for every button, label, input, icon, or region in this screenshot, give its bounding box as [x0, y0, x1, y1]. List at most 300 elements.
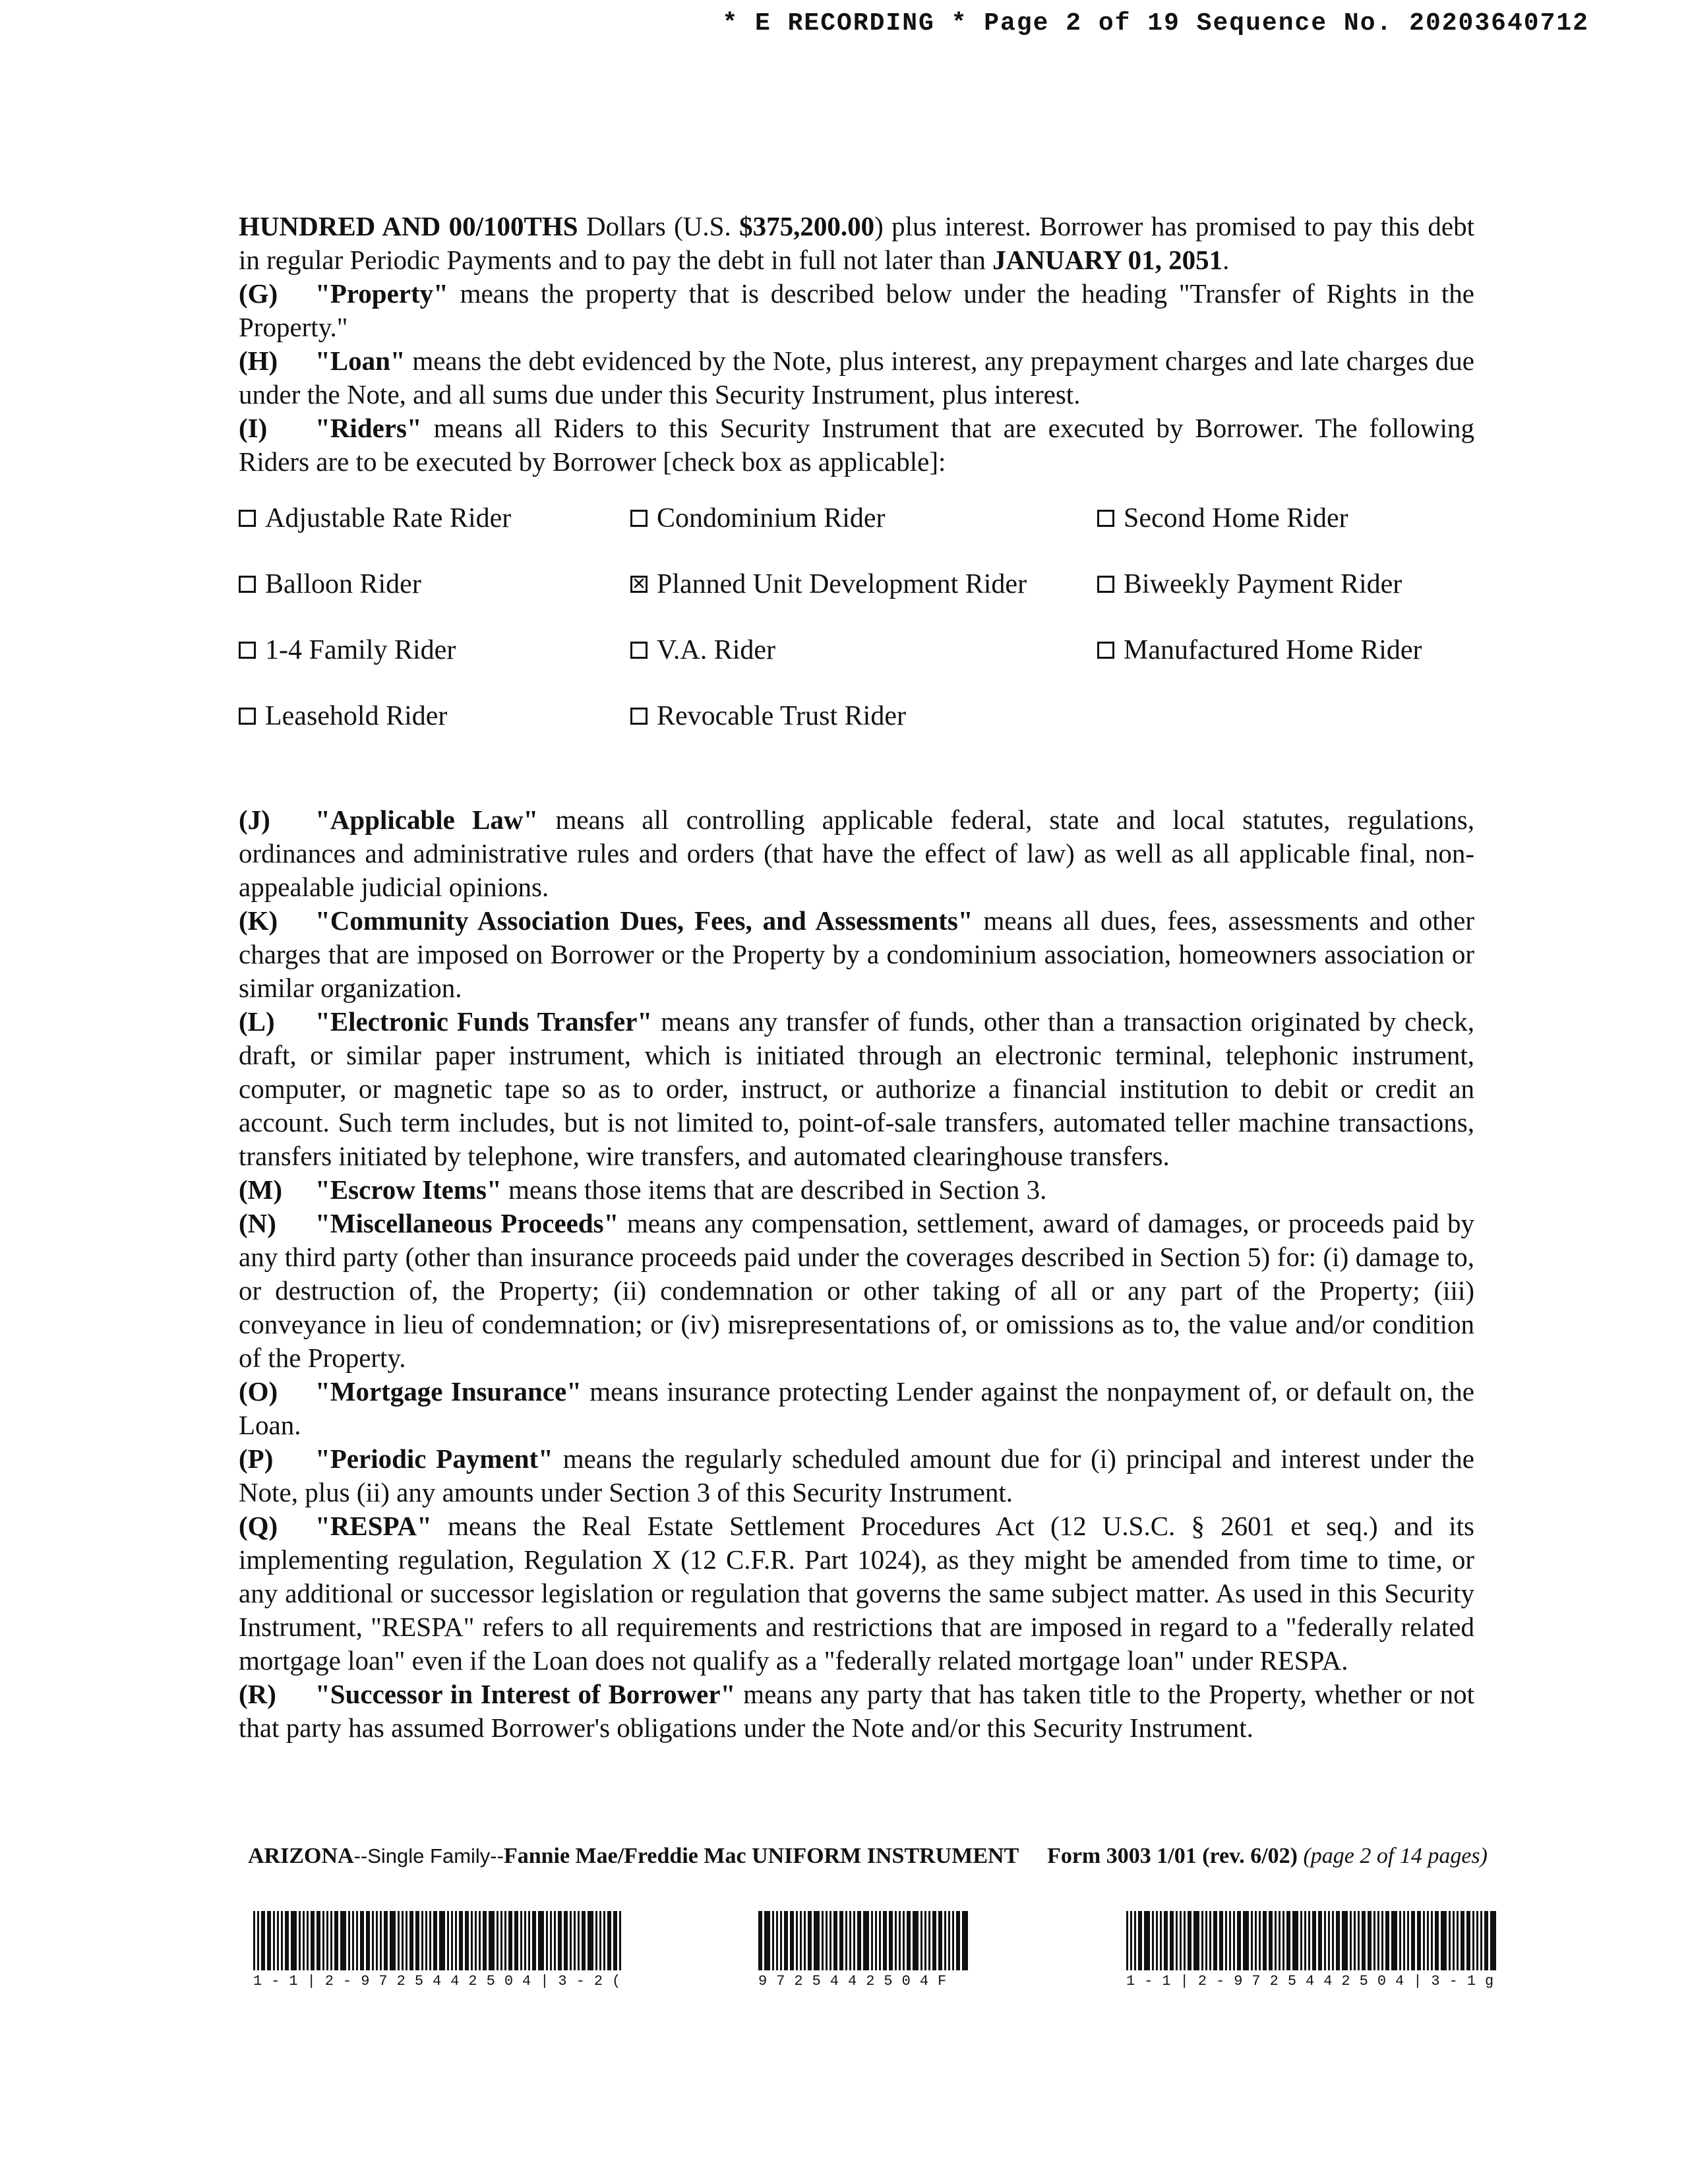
barcode-bar	[406, 1911, 407, 1970]
barcode-bar	[1391, 1911, 1397, 1970]
barcode-bar	[924, 1911, 926, 1970]
barcode-bar	[303, 1911, 305, 1970]
barcode-bar	[1399, 1911, 1401, 1970]
barcode-bar	[402, 1911, 404, 1970]
barcode-bar	[291, 1911, 297, 1970]
barcode-bar	[326, 1911, 328, 1970]
barcode-bar	[550, 1911, 552, 1970]
barcode-bars	[1126, 1911, 1503, 1970]
barcode-bar	[273, 1911, 275, 1970]
barcode-left	[253, 1911, 630, 1989]
definition-j	[239, 803, 1474, 904]
barcode-bar	[514, 1911, 518, 1970]
barcode-bar	[340, 1911, 346, 1970]
barcode-bar	[829, 1911, 831, 1970]
barcode-bar	[1476, 1911, 1478, 1970]
definition-letter: (I)	[239, 413, 268, 443]
definition-text: means insurance protecting Lender against the nonpayment of, or default on, the Loan.	[239, 1376, 1475, 1440]
footer-state: ARIZONA	[248, 1844, 354, 1868]
barcode-bar	[883, 1911, 887, 1970]
barcode-bar	[1472, 1911, 1474, 1970]
definition-term: "Successor in Interest of Borrower"	[315, 1679, 736, 1709]
amount-words: HUNDRED AND 00/100THS	[239, 211, 578, 241]
definition-letter: (K)	[239, 905, 278, 936]
definition-p	[239, 1442, 1474, 1509]
barcode-bar	[538, 1911, 544, 1970]
definition-term: "Applicable Law"	[315, 804, 539, 835]
definition-letter: (M)	[239, 1174, 283, 1205]
barcode-bar	[1286, 1911, 1290, 1970]
definition-term: "Community Association Dues, Fees, and Assessments"	[315, 905, 973, 936]
barcode-bar	[1188, 1911, 1191, 1970]
barcode-bar	[1457, 1911, 1459, 1970]
barcode-bar	[384, 1911, 388, 1970]
barcode-bar	[348, 1911, 350, 1970]
barcode-bar	[920, 1911, 922, 1970]
barcode-bar	[366, 1911, 370, 1970]
definition-letter: (O)	[239, 1376, 278, 1407]
barcode-bar	[1263, 1911, 1267, 1970]
barcode-bar	[1134, 1911, 1136, 1970]
barcode-bar	[595, 1911, 597, 1970]
barcode-bar	[849, 1911, 851, 1970]
barcode-bar	[281, 1911, 283, 1970]
maturity-date: JANUARY 01, 2051	[992, 245, 1223, 275]
barcode-bar	[1237, 1911, 1241, 1970]
barcode-bar	[962, 1911, 968, 1970]
rider-revocable-trust	[630, 700, 906, 732]
barcode-bar	[1312, 1911, 1316, 1970]
barcode-bar	[352, 1911, 354, 1970]
barcode-bar	[471, 1911, 473, 1970]
definition-term: "Mortgage Insurance"	[315, 1376, 582, 1407]
barcode-bar	[814, 1911, 820, 1970]
definition-text: means the Real Estate Settlement Procedures Act (12 U.S.C. § 2601 et seq.) and its implementing regulation, Regulation X (12 C.F.R. Part 1024), as they might be amended from time to time, or any additional or successor legislation or regulation that governs the same subject matter. As used in this Security Instrument, "RESPA" refers to all requirements and restrictions that are imposed in regard to a "federally related mortgage loan" even if the Loan does not qualify as a "federally related mortgage loan" under RESPA.	[239, 1511, 1474, 1676]
barcode-bar	[857, 1911, 861, 1970]
barcode-bar	[845, 1911, 847, 1970]
rider-label: V.A. Rider	[657, 635, 776, 665]
barcode-bar	[508, 1911, 512, 1970]
barcode-bar	[1243, 1911, 1249, 1970]
barcode-bar	[1184, 1911, 1186, 1970]
intro-text-1: Dollars (U.S.	[578, 211, 740, 241]
barcode-bar	[322, 1911, 324, 1970]
barcode-bar	[1480, 1911, 1482, 1970]
definition-text: means the property that is described below under the heading "Transfer of Rights in the Property."	[239, 278, 1474, 342]
definition-term: "Escrow Items"	[315, 1174, 502, 1205]
definition-text: means those items that are described in Section 3.	[501, 1174, 1047, 1205]
barcode-bar	[554, 1911, 556, 1970]
barcode-bar	[1342, 1911, 1348, 1970]
rider-adjustable-rate	[239, 502, 511, 534]
barcode-bar	[1160, 1911, 1162, 1970]
barcode-bar	[1368, 1911, 1372, 1970]
barcode-bar	[582, 1911, 586, 1970]
barcode-bar	[1381, 1911, 1383, 1970]
definition-text: means the debt evidenced by the Note, plus interest, any prepayment charges and late charges due under the Note, and all sums due under this Security Instrument, plus interest.	[239, 346, 1474, 410]
barcode-bar	[1164, 1911, 1168, 1970]
barcode-bar	[356, 1911, 358, 1970]
form-footer	[248, 1844, 1488, 1869]
barcode-bar	[574, 1911, 576, 1970]
definition-h	[239, 344, 1474, 411]
barcode-bar	[421, 1911, 423, 1970]
checkbox	[239, 708, 256, 725]
barcode-bar	[764, 1911, 770, 1970]
rider-label: Revocable Trust Rider	[657, 701, 906, 731]
barcode-bar	[1292, 1911, 1298, 1970]
definition-text: means any transfer of funds, other than a transaction originated by check, draft, or similar paper instrument, which is initiated through an electronic terminal, telephonic instrument, computer, or magnetic tape so as to order, instruct, or authorize a financial institution to debit or credit an account. Such term includes, but is not limited to, point-of-sale transfers, automated teller machine transactions, transfers initiated by telephone, wire transfers, and automated clearinghouse transfers.	[239, 1006, 1474, 1171]
checkbox-checked: ✕	[630, 576, 648, 593]
definition-term: "Miscellaneous Proceeds"	[315, 1208, 619, 1238]
barcode-bar	[780, 1911, 782, 1970]
rider-planned-unit-development	[630, 568, 1027, 600]
rider-1-4-family	[239, 634, 456, 666]
checkbox	[1097, 576, 1114, 593]
rider-label: Biweekly Payment Rider	[1124, 569, 1402, 599]
barcode-bar	[826, 1911, 828, 1970]
definition-text: means all dues, fees, assessments and other charges that are imposed on Borrower or the Property by a condominium association, homeowners association or similar organization.	[239, 905, 1474, 1003]
barcode-bar	[570, 1911, 572, 1970]
barcode-label: 1-1|2-9725442504|3-1g	[1126, 1973, 1503, 1989]
barcode-bar	[1300, 1911, 1302, 1970]
barcode-bar	[475, 1911, 477, 1970]
barcode-bar	[1324, 1911, 1326, 1970]
barcode-bar	[1156, 1911, 1158, 1970]
definition-letter: (P)	[239, 1443, 274, 1474]
barcode-bar	[451, 1911, 453, 1970]
rider-va	[630, 634, 775, 666]
barcode-bar	[504, 1911, 506, 1970]
barcode-bar	[1336, 1911, 1340, 1970]
definition-term: "Electronic Funds Transfer"	[315, 1006, 653, 1037]
barcode-bar	[938, 1911, 942, 1970]
barcode-bar	[578, 1911, 580, 1970]
barcode-bar	[1354, 1911, 1356, 1970]
definition-text: means any compensation, settlement, award of damages, or proceeds paid by any third party (other than insurance proceeds paid under the coverages described in Section 5) for: (i) damage to, or destruction of, the Property; (ii) condemnation or other taking of all or any part of the Property; (iii) conveyance in lieu of condemnation; or (iv) misrepresentations of, or omissions as to, the value and/or condition of the Property.	[239, 1208, 1474, 1373]
barcode-bar	[1201, 1911, 1203, 1970]
rider-leasehold	[239, 700, 447, 732]
barcode-bar	[800, 1911, 802, 1970]
barcode-bar	[599, 1911, 601, 1970]
definition-text: means any party that has taken title to the Property, whether or not that party has assumed Borrower's obligations under the Note and/or this Security Instrument.	[239, 1679, 1474, 1743]
barcode-bars	[253, 1911, 630, 1970]
rider-label: Adjustable Rate Rider	[265, 503, 512, 533]
barcode-bar	[1275, 1911, 1277, 1970]
barcode-bar	[459, 1911, 463, 1970]
loan-amount: $375,200.00	[739, 211, 875, 241]
barcode-bar	[285, 1911, 289, 1970]
definition-g	[239, 277, 1474, 344]
rider-label: Planned Unit Development Rider	[657, 569, 1027, 599]
footer-form: Form 3003 1/01 (rev. 6/02)	[1047, 1844, 1298, 1868]
barcode-bar	[932, 1911, 936, 1970]
form-title	[248, 1844, 1019, 1869]
barcode-bar	[619, 1911, 621, 1970]
barcode-bar	[895, 1911, 897, 1970]
barcode-bar	[299, 1911, 301, 1970]
barcode-bar	[465, 1911, 469, 1970]
barcode-bar	[1233, 1911, 1235, 1970]
barcode-bar	[376, 1911, 378, 1970]
barcode-bar	[429, 1911, 431, 1970]
riders-checklist	[239, 502, 1492, 753]
barcode-bars	[758, 1911, 970, 1970]
barcode-bar	[1423, 1911, 1425, 1970]
barcode-bar	[267, 1911, 271, 1970]
definition-l	[239, 1005, 1474, 1173]
barcode-bar	[425, 1911, 427, 1970]
recording-header: * E RECORDING * Page 2 of 19 Sequence No. 20203640712	[722, 9, 1589, 38]
checkbox	[239, 642, 256, 659]
barcode-bar	[372, 1911, 374, 1970]
barcode-bar	[1449, 1911, 1451, 1970]
barcode-bar	[439, 1911, 445, 1970]
barcode-bar	[607, 1911, 611, 1970]
rider-biweekly-payment	[1097, 568, 1402, 600]
barcode-bar	[1373, 1911, 1375, 1970]
definition-letter: (J)	[239, 804, 270, 835]
footer-family: --Single Family--	[353, 1844, 504, 1867]
checkbox	[1097, 510, 1114, 527]
definition-text: means all controlling applicable federal, state and local statutes, regulations, ordinances and administrative rules and orders (that have the effect of law) as well as all applicable final, non-appealable judicial opinions.	[239, 804, 1474, 902]
barcode-bar	[863, 1911, 869, 1970]
rider-second-home	[1097, 502, 1348, 534]
barcode-bar	[1431, 1911, 1433, 1970]
barcode-label: 9725442504F	[758, 1973, 956, 1989]
barcode-bar	[311, 1911, 315, 1970]
barcode-bar	[790, 1911, 794, 1970]
barcode-bar	[360, 1911, 364, 1970]
barcode-bar	[889, 1911, 893, 1970]
barcode-bar	[1282, 1911, 1284, 1970]
definition-term: "Riders"	[315, 413, 422, 443]
intro-text-2: ) plus interest. Borrower has promised to pay this debt in regular Periodic Payments and to pay the debt in full not later than	[239, 211, 1475, 275]
barcode-bar	[479, 1911, 481, 1970]
barcode-bar	[1377, 1911, 1379, 1970]
footer-pages: (page 2 of 14 pages)	[1303, 1844, 1488, 1868]
barcode-bar	[1358, 1911, 1360, 1970]
barcode-bar	[455, 1911, 457, 1970]
barcode-bar	[1219, 1911, 1223, 1970]
definition-q	[239, 1509, 1474, 1678]
barcode-bar	[532, 1911, 536, 1970]
barcode-bar	[772, 1911, 774, 1970]
barcode-bar	[899, 1911, 901, 1970]
rider-label: Leasehold Rider	[265, 701, 448, 731]
rider-label: Condominium Rider	[657, 503, 886, 533]
barcode-bar	[1427, 1911, 1429, 1970]
definition-letter: (G)	[239, 278, 278, 309]
barcode-bar	[528, 1911, 530, 1970]
barcode-bar	[483, 1911, 487, 1970]
barcode-bar	[1490, 1911, 1496, 1970]
barcode-center	[758, 1911, 970, 1989]
barcode-bar	[316, 1911, 320, 1970]
definition-i	[239, 411, 1474, 479]
definition-term: "Periodic Payment"	[315, 1443, 553, 1474]
barcode-bar	[1362, 1911, 1366, 1970]
barcode-bar	[1385, 1911, 1389, 1970]
barcode-bar	[1403, 1911, 1405, 1970]
form-number	[1047, 1844, 1488, 1869]
barcode-bar	[875, 1911, 877, 1970]
barcode-bar	[409, 1911, 413, 1970]
barcode-bar	[415, 1911, 419, 1970]
definition-term: "RESPA"	[315, 1511, 432, 1541]
barcode-bar	[1279, 1911, 1281, 1970]
barcode-bar	[1350, 1911, 1352, 1970]
barcode-bar	[907, 1911, 911, 1970]
barcode-bar	[1332, 1911, 1334, 1970]
barcode-bar	[1411, 1911, 1415, 1970]
barcode-bar	[603, 1911, 605, 1970]
checkbox	[239, 510, 256, 527]
checkbox	[630, 510, 648, 527]
barcode-bar	[1484, 1911, 1488, 1970]
barcode-bar	[447, 1911, 449, 1970]
barcode-bar	[398, 1911, 400, 1970]
barcode-bar	[277, 1911, 279, 1970]
barcode-bar	[1308, 1911, 1310, 1970]
barcode-bar	[1213, 1911, 1217, 1970]
barcode-bar	[558, 1911, 562, 1970]
barcode-bar	[1435, 1911, 1439, 1970]
barcode-bar	[1180, 1911, 1182, 1970]
barcode-bar	[853, 1911, 855, 1970]
barcode-bar	[546, 1911, 548, 1970]
definition-o	[239, 1375, 1474, 1442]
barcode-bar	[822, 1911, 824, 1970]
checkbox	[1097, 642, 1114, 659]
barcode-bar	[330, 1911, 332, 1970]
definitions-top	[239, 277, 1474, 479]
barcode-bar	[1152, 1911, 1154, 1970]
barcode-bar	[1466, 1911, 1470, 1970]
barcode-bar	[804, 1911, 806, 1970]
rider-label: 1-4 Family Rider	[265, 635, 456, 665]
definition-m	[239, 1173, 1474, 1207]
barcode-bar	[796, 1911, 798, 1970]
barcode-bar	[928, 1911, 930, 1970]
rider-balloon	[239, 568, 421, 600]
definition-term: "Loan"	[315, 346, 406, 376]
barcode-bar	[1461, 1911, 1464, 1970]
barcode-bar	[1453, 1911, 1455, 1970]
barcode-bar	[1255, 1911, 1257, 1970]
barcode-bar	[833, 1911, 837, 1970]
definition-n	[239, 1207, 1474, 1375]
definition-text: means all Riders to this Security Instrument that are executed by Borrower. The following Riders are to be executed by Borrower [check box as applicable]:	[239, 413, 1474, 477]
barcode-bar	[253, 1911, 255, 1970]
barcode-bar	[1259, 1911, 1261, 1970]
rider-label: Manufactured Home Rider	[1124, 635, 1422, 665]
definition-letter: (L)	[239, 1006, 275, 1037]
barcode-bar	[497, 1911, 498, 1970]
barcode-bar	[808, 1911, 812, 1970]
barcode-bar	[1138, 1911, 1142, 1970]
definitions-bottom	[239, 803, 1474, 1745]
barcode-bar	[879, 1911, 881, 1970]
barcode-bar	[1229, 1911, 1231, 1970]
barcode-bar	[903, 1911, 905, 1970]
barcode-bar	[776, 1911, 778, 1970]
definition-k	[239, 904, 1474, 1005]
barcode-bar	[1225, 1911, 1227, 1970]
barcode-bar	[871, 1911, 873, 1970]
definition-r	[239, 1678, 1474, 1745]
barcode-bar	[1144, 1911, 1150, 1970]
barcode-bar	[784, 1911, 788, 1970]
definition-term: "Property"	[315, 278, 448, 309]
barcode-bar	[261, 1911, 265, 1970]
barcode-bar	[489, 1911, 495, 1970]
barcode-bar	[1441, 1911, 1447, 1970]
barcode-bar	[257, 1911, 259, 1970]
rider-label: Second Home Rider	[1124, 503, 1348, 533]
barcode-bar	[1193, 1911, 1199, 1970]
barcode-bar	[913, 1911, 919, 1970]
barcode-bar	[520, 1911, 522, 1970]
barcode-bar	[948, 1911, 950, 1970]
barcode-bar	[500, 1911, 502, 1970]
barcode-bar	[524, 1911, 526, 1970]
barcode-bar	[1170, 1911, 1174, 1970]
checkbox	[630, 708, 648, 725]
barcode-bar	[758, 1911, 762, 1970]
rider-label: Balloon Rider	[265, 569, 421, 599]
barcode-bar	[334, 1911, 338, 1970]
barcode-bar	[1417, 1911, 1421, 1970]
footer-agency: Fannie Mae/Freddie Mac UNIFORM INSTRUMENT	[503, 1844, 1019, 1868]
intro-paragraph	[239, 210, 1474, 277]
barcode-bar	[952, 1911, 954, 1970]
barcode-bar	[588, 1911, 593, 1970]
barcode-bar	[1269, 1911, 1273, 1970]
barcode-bar	[564, 1911, 568, 1970]
barcode-right	[1126, 1911, 1503, 1989]
barcode-bar	[956, 1911, 960, 1970]
barcode-bar	[1176, 1911, 1178, 1970]
barcode-bar	[307, 1911, 309, 1970]
barcode-bar	[1407, 1911, 1409, 1970]
rider-manufactured-home	[1097, 634, 1422, 666]
barcode-bar	[1304, 1911, 1306, 1970]
definition-letter: (N)	[239, 1208, 276, 1238]
rider-condominium	[630, 502, 886, 534]
barcode-label: 1-1|2-9725442504|3-2(	[253, 1973, 630, 1989]
barcode-bar	[839, 1911, 843, 1970]
definition-letter: (R)	[239, 1679, 276, 1709]
checkbox	[630, 642, 648, 659]
definition-text: means the regularly scheduled amount due for (i) principal and interest under the Note, plus (ii) any amounts under Section 3 of this Security Instrument.	[239, 1443, 1474, 1507]
barcode-bar	[1318, 1911, 1322, 1970]
definition-letter: (Q)	[239, 1511, 278, 1541]
barcode-bar	[380, 1911, 382, 1970]
barcode-bar	[1328, 1911, 1330, 1970]
barcode-bar	[433, 1911, 437, 1970]
barcode-bar	[1251, 1911, 1253, 1970]
definition-letter: (H)	[239, 346, 278, 376]
barcode-bar	[1126, 1911, 1128, 1970]
checkbox	[239, 576, 256, 593]
barcode-bar	[1130, 1911, 1132, 1970]
barcode-bar	[613, 1911, 617, 1970]
barcode-bar	[1209, 1911, 1211, 1970]
barcode-bar	[1205, 1911, 1207, 1970]
intro-text-3: .	[1222, 245, 1230, 275]
barcode-bar	[944, 1911, 946, 1970]
